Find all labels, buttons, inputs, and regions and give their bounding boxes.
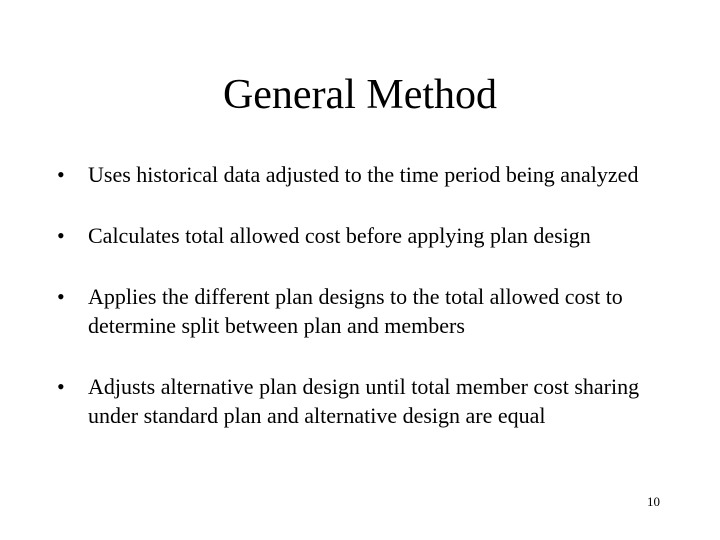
- bullet-list: [57, 160, 667, 462]
- bullet-text: Uses historical data adjusted to the time period being analyzed: [88, 162, 639, 187]
- bullet-text: Applies the different plan designs to the total allowed cost to determine split between plan and members: [88, 284, 623, 338]
- bullet-item: [57, 160, 667, 189]
- bullet-dot-icon: •: [57, 223, 65, 248]
- bullet-dot-icon: •: [57, 284, 65, 309]
- page-number: 10: [647, 494, 660, 509]
- bullet-dot-icon: •: [57, 162, 65, 187]
- slide-title: General Method: [222, 72, 498, 118]
- bullet-text: Calculates total allowed cost before applying plan design: [88, 223, 591, 248]
- bullet-text: Adjusts alternative plan design until total member cost sharing under standard plan and alternative design are equal: [88, 374, 640, 428]
- bullet-dot-icon: •: [57, 374, 65, 399]
- bullet-item: [57, 282, 667, 340]
- bullet-item: [57, 221, 667, 250]
- bullet-item: [57, 372, 667, 430]
